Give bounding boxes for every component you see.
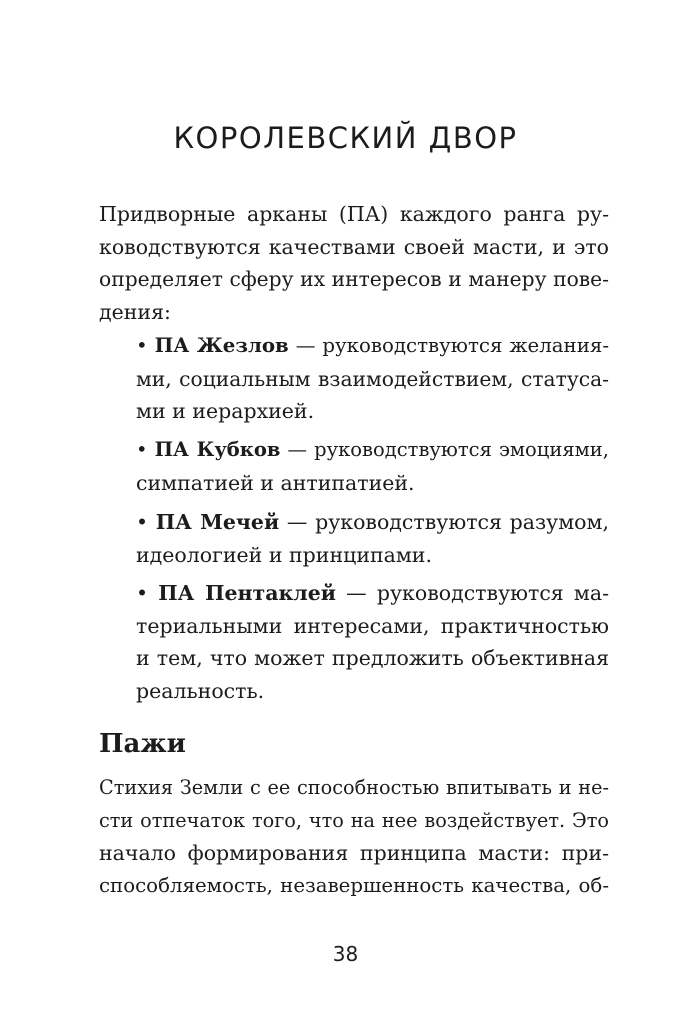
bullet-text: — руководствуются разумом, bbox=[279, 510, 609, 534]
bullet-item-cups bbox=[136, 434, 609, 499]
bullet-first-line bbox=[136, 577, 609, 610]
page-number: 38 bbox=[332, 942, 359, 966]
intro-paragraph bbox=[99, 198, 609, 328]
bullet-text: — руководствуются ма- bbox=[336, 581, 609, 605]
bullet-item-wands bbox=[136, 329, 609, 428]
bullet-marker: • bbox=[136, 510, 149, 534]
bullet-term: ПА Пентаклей bbox=[158, 581, 337, 605]
bullet-term: ПА Жезлов bbox=[154, 333, 289, 357]
bullet-text: — руководствуются желания- bbox=[288, 334, 609, 357]
bullet-first-line bbox=[136, 506, 609, 539]
text-line: Стихия Земли с ее способностью впитывать и не- bbox=[99, 776, 609, 799]
text-line: определяет сферу их интересов и манеру пове- bbox=[99, 267, 609, 291]
bullet-first-line bbox=[136, 434, 609, 467]
bullet-term: ПА Мечей bbox=[155, 510, 280, 534]
section-paragraph bbox=[99, 772, 609, 902]
bullet-marker: • bbox=[136, 334, 148, 357]
text-line: териальными интересами, практичностью bbox=[136, 613, 609, 638]
text-line: реальность. bbox=[136, 678, 265, 703]
bullet-first-line bbox=[136, 329, 609, 363]
bullet-item-pentacles bbox=[136, 577, 609, 707]
text-line: симпатией и антипатией. bbox=[136, 470, 415, 495]
bullet-marker: • bbox=[136, 581, 149, 605]
text-line: начало формирования принципа масти: при- bbox=[99, 841, 609, 865]
text-line: ми, социальным взаимодействием, статуса- bbox=[136, 366, 609, 391]
bullet-text: — руководствуются эмоциями, bbox=[280, 438, 609, 461]
bullet-marker: • bbox=[136, 438, 148, 461]
text-line: способляемость, незавершенность качества, об- bbox=[99, 873, 609, 897]
text-line: и тем, что может предложить объективная bbox=[136, 646, 609, 670]
text-line: Придворные арканы (ПА) каждого ранга ру- bbox=[99, 202, 609, 226]
text-line: идеологией и принципами. bbox=[136, 542, 432, 567]
section-heading: Пажи bbox=[99, 729, 186, 759]
text-line: ководствуются качествами своей масти, и это bbox=[99, 234, 609, 259]
bullet-term: ПА Кубков bbox=[154, 438, 281, 461]
text-line: дения: bbox=[99, 299, 171, 324]
bullet-item-swords bbox=[136, 506, 609, 571]
chapter-title: КОРОЛЕВСКИЙ ДВОР bbox=[173, 121, 518, 155]
text-line: ми и иерархией. bbox=[136, 399, 315, 423]
text-line: сти отпечаток того, что на нее воздействует. Это bbox=[99, 808, 609, 832]
